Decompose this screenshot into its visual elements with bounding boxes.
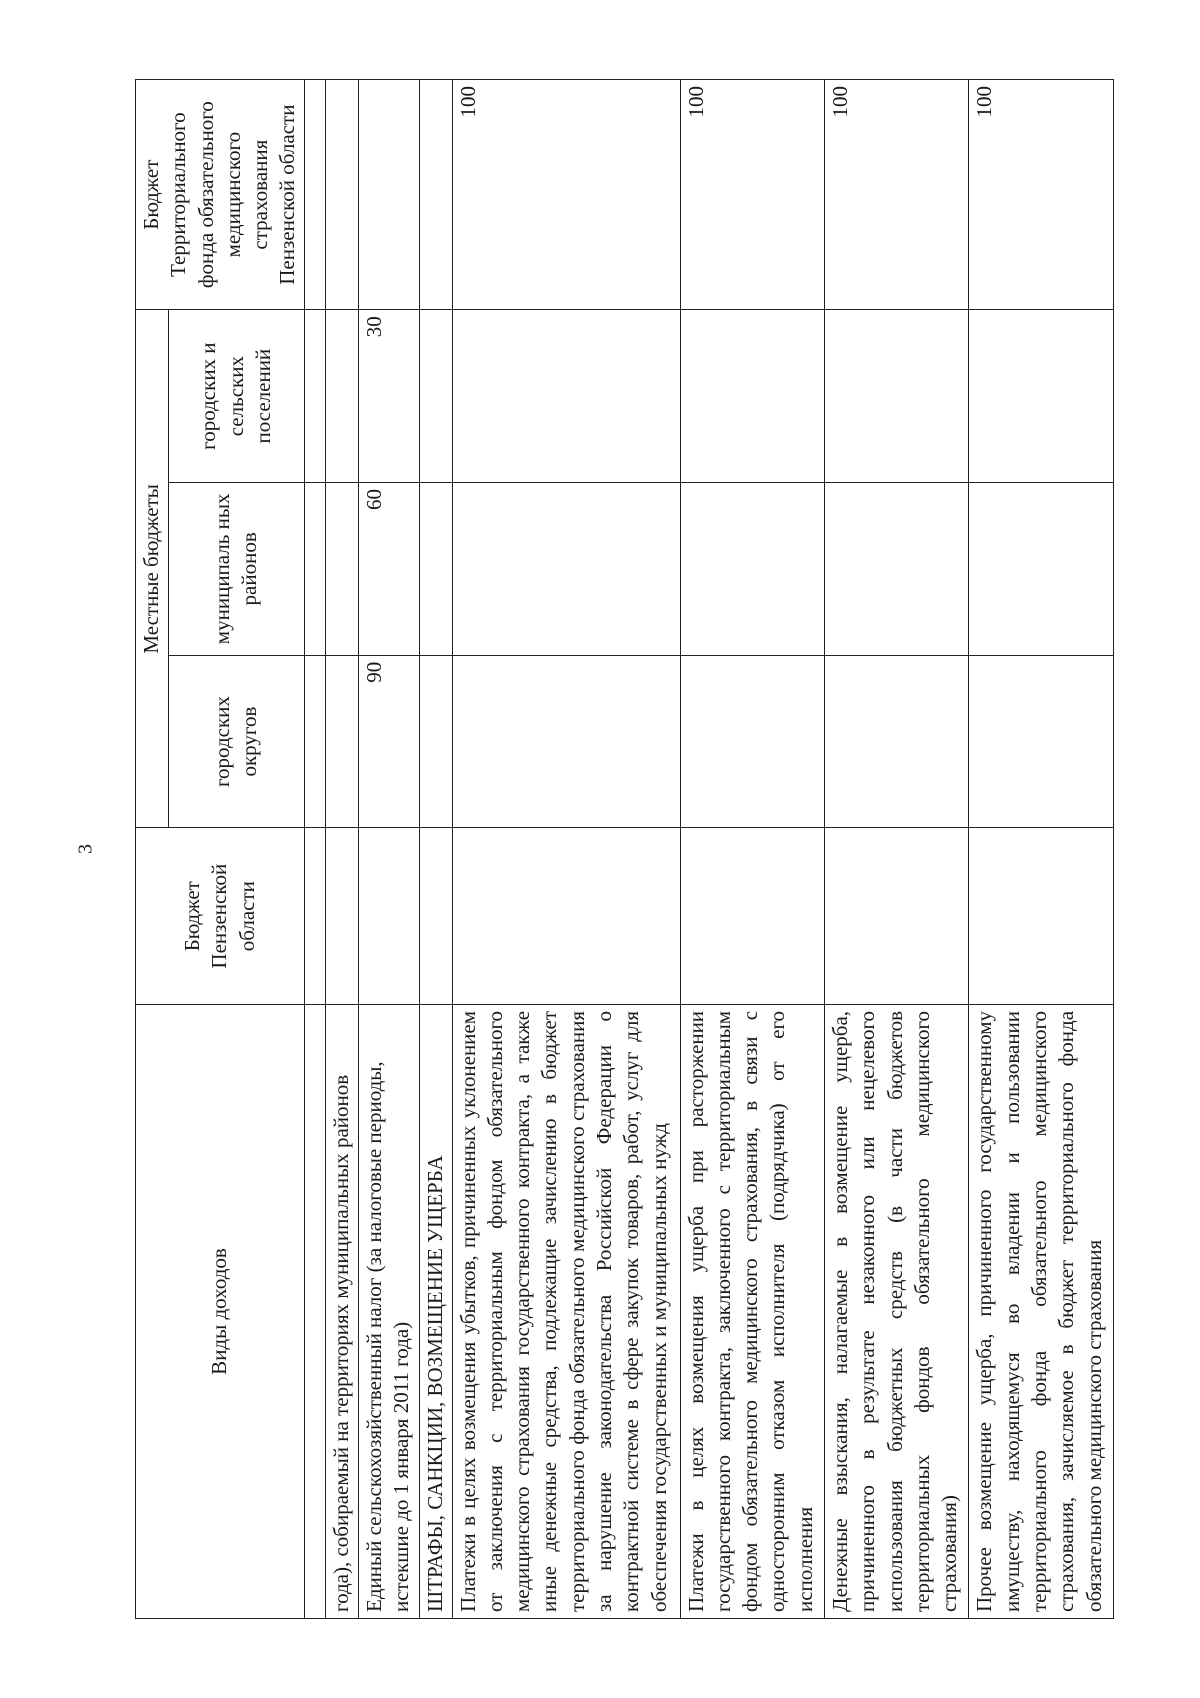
settlements-cell [325,310,358,483]
table-row [419,80,452,1619]
income-type-cell: года), собираемый на территориях муниципальных районов [325,1004,358,1618]
table-row [680,80,824,1619]
regional-budget-cell [452,828,680,1005]
regional-budget-cell [969,828,1113,1005]
table-row [325,80,358,1619]
municipal-districts-cell [325,483,358,656]
income-type-cell: Платежи в целях возмещения ущерба при расторжении государственного контракта, заключенного с территориальным фондом обязательного медицинского страхования, в связи с односторонним отказом исполнителя (подрядчика) от его исполнения [680,1004,824,1618]
income-type-cell: Прочее возмещение ущерба, причиненного государственному имуществу, находящемуся во владении и пользовании территориального фонда обязательного медицинского страхования, зачисляемое в бюджет территориального фонда обязательного медицинского страхования [969,1004,1113,1618]
rotated-page-content [135,79,1106,1619]
regional-budget-cell [825,828,969,1005]
city-districts-cell [680,655,824,828]
header-income-types: Виды доходов [136,1004,305,1618]
regional-budget-cell [419,828,452,1005]
table-header-spacer-row [304,80,325,1619]
city-districts-cell [825,655,969,828]
header-tfoms-budget: Бюджет Территориального фонда обязательного медицинского страхования Пензенской области [136,80,305,310]
city-districts-cell [419,655,452,828]
city-districts-cell [325,655,358,828]
table-row [969,80,1113,1619]
income-type-cell: ШТРАФЫ, САНКЦИИ, ВОЗМЕЩЕНИЕ УЩЕРБА [419,1004,452,1618]
regional-budget-cell [358,828,419,1005]
regional-budget-cell [680,828,824,1005]
tfoms-cell [325,80,358,310]
settlements-cell [969,310,1113,483]
income-type-cell: Платежи в целях возмещения убытков, причиненных уклонением от заключения с территориальным фондом обязательного медицинского страхования государственного контракта, а также иные денежные средства, подлежащие зачислению в бюджет территориального фонда обязательного медицинского страхования за нарушение законодательства Российской Федерации о контрактной системе в сфере закупок товаров, работ, услуг для обеспечения государственных и муниципальных нужд [452,1004,680,1618]
income-distribution-table [135,79,1114,1619]
settlements-cell [419,310,452,483]
city-districts-cell: 90 [358,655,419,828]
tfoms-cell: 100 [825,80,969,310]
table-row [452,80,680,1619]
settlements-cell [680,310,824,483]
header-regional-budget: Бюджет Пензенской области [136,828,305,1005]
settlements-cell [452,310,680,483]
header-municipal-districts: муниципаль ных районов [169,483,305,656]
municipal-districts-cell: 60 [358,483,419,656]
tfoms-cell [358,80,419,310]
header-local-budgets: Местные бюджеты [136,310,169,828]
table-row [358,80,419,1619]
tfoms-cell: 100 [969,80,1113,310]
table-header-row-1 [136,80,169,1619]
tfoms-cell: 100 [452,80,680,310]
table-row [825,80,969,1619]
city-districts-cell [452,655,680,828]
regional-budget-cell [325,828,358,1005]
settlements-cell [825,310,969,483]
header-city-districts: городских округов [169,655,305,828]
municipal-districts-cell [452,483,680,656]
header-settlements: городских и сельских поселений [169,310,305,483]
tfoms-cell [419,80,452,310]
city-districts-cell [969,655,1113,828]
income-type-cell: Единый сельскохозяйственный налог (за налоговые периоды, истекшие до 1 января 2011 года) [358,1004,419,1618]
municipal-districts-cell [969,483,1113,656]
tfoms-cell: 100 [680,80,824,310]
municipal-districts-cell [680,483,824,656]
income-type-cell: Денежные взыскания, налагаемые в возмещение ущерба, причиненного в результате незаконного или нецелевого использования бюджетных средств (в части бюджетов территориальных фондов обязательного медицинского страхования) [825,1004,969,1618]
page-number: 3 [74,844,97,854]
municipal-districts-cell [825,483,969,656]
settlements-cell: 30 [358,310,419,483]
municipal-districts-cell [419,483,452,656]
